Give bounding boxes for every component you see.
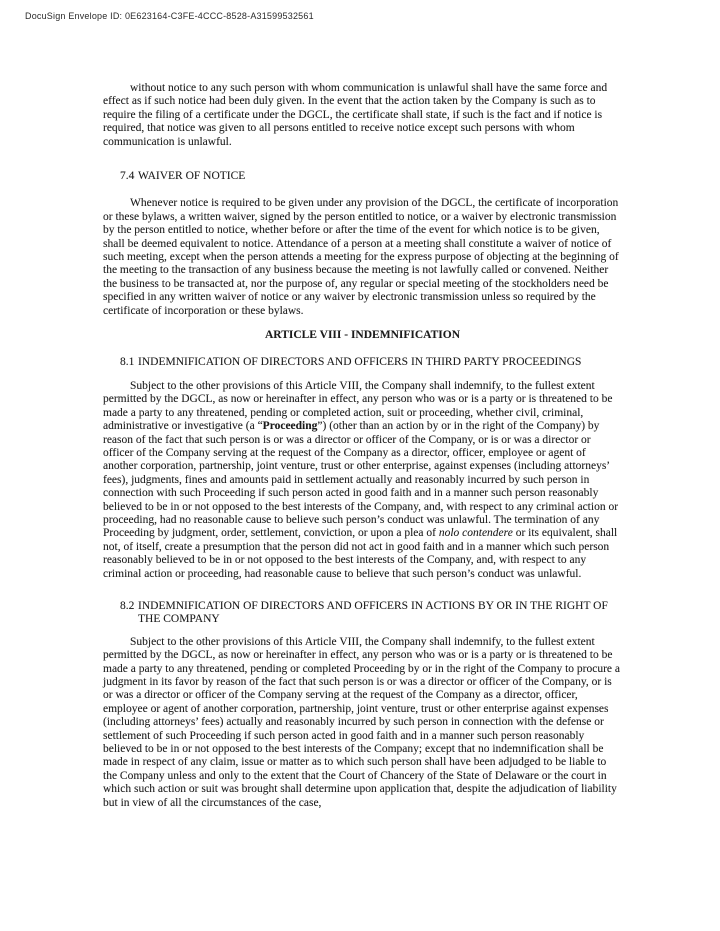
section-title-indemnification-third-party: INDEMNIFICATION OF DIRECTORS AND OFFICERS IN THIRD PARTY PROCEEDINGS (138, 355, 582, 368)
section-title-waiver-of-notice: WAIVER OF NOTICE (138, 170, 246, 183)
section-number-8-2: 8.2 (120, 600, 135, 612)
docusign-envelope-id: DocuSign Envelope ID: 0E623164-C3FE-4CCC-8528-A31599532561 (25, 11, 314, 21)
paragraph-7-4-waiver-of-notice: Whenever notice is required to be given under any provision of the DGCL, the certificate of incorporation or these bylaws, a written waiver, signed by the person entitled to notice, or a waiver by electronic transmission by the person entitled to notice, whether before or after the time of the event for which notice is to be given, shall be deemed equivalent to notice. Attendance of a person at a meeting shall constitute a waiver of notice of such meeting, except when the person attends a meeting for the express purpose of objecting at the beginning of the meeting to the transaction of any business because the meeting is not lawfully called or convened. Neither the business to be transacted at, nor the purpose of, any regular or special meeting of the stockholders need be specified in any written waiver of notice or any waiver by electronic transmission unless so required by the certificate of incorporation or these bylaws. (103, 197, 619, 317)
document-body (103, 82, 622, 810)
section-heading-8-2 (103, 600, 622, 627)
article-viii-heading: ARTICLE VIII - INDEMNIFICATION (264, 329, 461, 342)
paragraph-8-2-indemnification: Subject to the other provisions of this Article VIII, the Company shall indemnify, to the fullest extent permitted by the DGCL, as now or hereinafter in effect, any person who was or is a party or is threatened to be made a party to any threatened, pending or completed Proceeding by or in the right of the Company to procure a judgment in its favor by reason of the fact that such person is or was a director or officer of the Company, or is or was a director or officer of the Company serving at the request of the Company as a director, officer, employee or agent of another corporation, partnership, joint venture, trust or other enterprise against expenses (including attorneys’ fees) actually and reasonably incurred by such person in connection with the defense or settlement of such Proceeding if such person acted in good faith and in a manner such person reasonably believed to be in or not opposed to the best interests of the Company; except that no indemnification shall be made in respect of any claim, issue or matter as to which such person shall have been adjudged to be liable to the Company unless and only to the extent that the Court of Chancery of the State of Delaware or the court in which such action or suit was brought shall determine upon application that, despite the adjudication of liability but in view of all the circumstances of the case, (103, 635, 621, 809)
section-title-indemnification-right-of-company: INDEMNIFICATION OF DIRECTORS AND OFFICERS IN ACTIONS BY OR IN THE RIGHT OF THE COMPANY (138, 600, 608, 626)
section-heading-7-4 (103, 170, 622, 183)
section-number-8-1: 8.1 (120, 355, 135, 368)
paragraph-8-1-indemnification: Subject to the other provisions of this Article VIII, the Company shall indemnify, to the fullest extent permitted by the DGCL, as now or hereinafter in effect, any person who was or is a party or is threatened to be made a party to any threatened, pending or completed action, suit or proceeding, whether civil, criminal, administrative or investigative (a “Proceeding”) (other than an action by or in the right of the Company) by reason of the fact that such person is or was a director or officer of the Company, or is or was a director or officer of the Company serving at the request of the Company as a director, officer, employee or agent of another corporation, partnership, joint venture, trust or other enterprise, against expenses (including attorneys’ fees), judgments, fines and amounts paid in settlement actually and reasonably incurred by such person in connection with such Proceeding if such person acted in good faith and in a manner such person reasonably believed to be in or not opposed to the best interests of the Company, and, with respect to any criminal action or proceeding, had no reasonable cause to believe such person’s conduct was unlawful. The termination of any Proceeding by judgment, order, settlement, conviction, or upon a plea of nolo contendere or its equivalent, shall not, of itself, create a presumption that the person did not act in good faith and in a manner which such person reasonably believed to be in or not opposed to the best interests of the Company, and, with respect to any criminal action or proceeding, had reasonable cause to believe that such person’s conduct was unlawful. (103, 379, 619, 580)
section-heading-8-1 (103, 356, 622, 369)
paragraph-notice-continuation: without notice to any such person with whom communication is unlawful shall have the same force and effect as if such notice had been duly given. In the event that the action taken by the Company is such as to require the filing of a certificate under the DGCL, the certificate shall state, if such is the fact and if notice is required, that notice was given to all persons entitled to receive notice except such persons with whom communication is unlawful. (103, 82, 608, 148)
section-number-7-4: 7.4 (120, 170, 135, 183)
